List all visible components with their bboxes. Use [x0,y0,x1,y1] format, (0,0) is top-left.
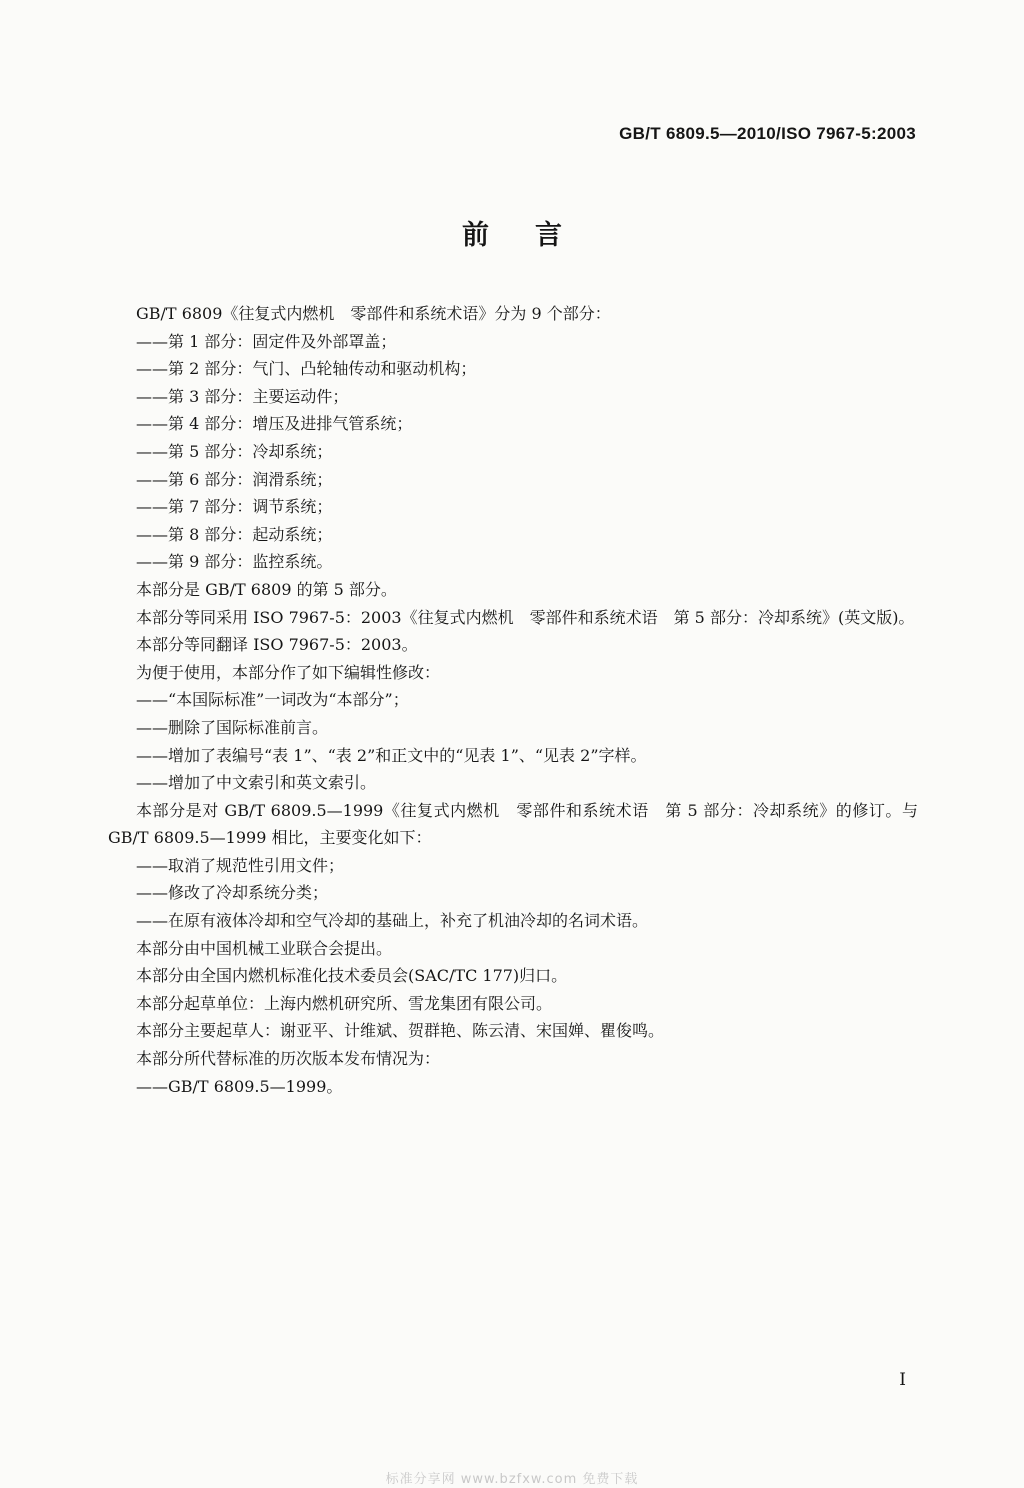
paragraph: 本部分是对 GB/T 6809.5—1999《往复式内燃机 零部件和系统术语 第 5 部分：冷却系统》的修订。与 GB/T 6809.5—1999 相比，主要变化如下： [108,800,918,848]
paragraph: 本部分由全国内燃机标准化技术委员会(SAC/TC 177)归口。 [136,966,568,986]
paragraph: 本部分由中国机械工业联合会提出。 [136,938,393,958]
paragraph: 本部分主要起草人：谢亚平、计维斌、贺群艳、陈云清、宋国婵、瞿俊鸣。 [136,1021,665,1041]
list-item: ——第 3 部分：主要运动件； [136,386,349,406]
footer-watermark: 标准分享网 www.bzfxw.com 免费下载 [385,1472,639,1487]
list-item: ——第 8 部分：起动系统； [136,524,333,544]
list-item: ——在原有液体冷却和空气冷却的基础上，补充了机油冷却的名词术语。 [136,911,649,931]
list-item: ——GB/T 6809.5—1999。 [136,1076,343,1096]
list-item: ——增加了表编号“表 1”、“表 2”和正文中的“见表 1”、“见表 2”字样。 [136,745,647,765]
paragraph: 本部分是 GB/T 6809 的第 5 部分。 [136,579,397,599]
list-item: ——“本国际标准”一词改为“本部分”； [136,690,409,710]
list-item: ——第 4 部分：增压及进排气管系统； [136,414,413,434]
paragraph: 本部分起草单位：上海内燃机研究所、雪龙集团有限公司。 [136,993,553,1013]
standard-number: GB/T 6809.5—2010/ISO 7967-5:2003 [619,124,916,143]
paragraph: 为便于使用，本部分作了如下编辑性修改： [136,662,441,682]
paragraph: 本部分等同采用 ISO 7967-5：2003《往复式内燃机 零部件和系统术语 第 5 部分：冷却系统》(英文版)。 [136,607,915,627]
list-item: ——第 2 部分：气门、凸轮轴传动和驱动机构； [136,359,477,379]
paragraph: 本部分等同翻译 ISO 7967-5：2003。 [136,635,418,655]
paragraph: GB/T 6809《往复式内燃机 零部件和系统术语》分为 9 个部分： [136,304,611,323]
list-item: ——第 5 部分：冷却系统； [136,441,333,461]
list-item: ——第 6 部分：润滑系统； [136,469,333,489]
page-title: 前言 [462,220,608,251]
paragraph: 本部分所代替标准的历次版本发布情况为： [136,1049,441,1069]
list-item: ——修改了冷却系统分类； [136,883,329,903]
list-item: ——取消了规范性引用文件； [136,855,345,875]
page-number: I [899,1370,906,1390]
list-item: ——增加了中文索引和英文索引。 [136,773,377,793]
list-item: ——第 1 部分：固定件及外部罩盖； [136,331,397,351]
foreword-body [108,300,918,1100]
list-item: ——删除了国际标准前言。 [136,717,329,737]
list-item: ——第 9 部分：监控系统。 [136,552,333,572]
list-item: ——第 7 部分：调节系统； [136,497,333,517]
